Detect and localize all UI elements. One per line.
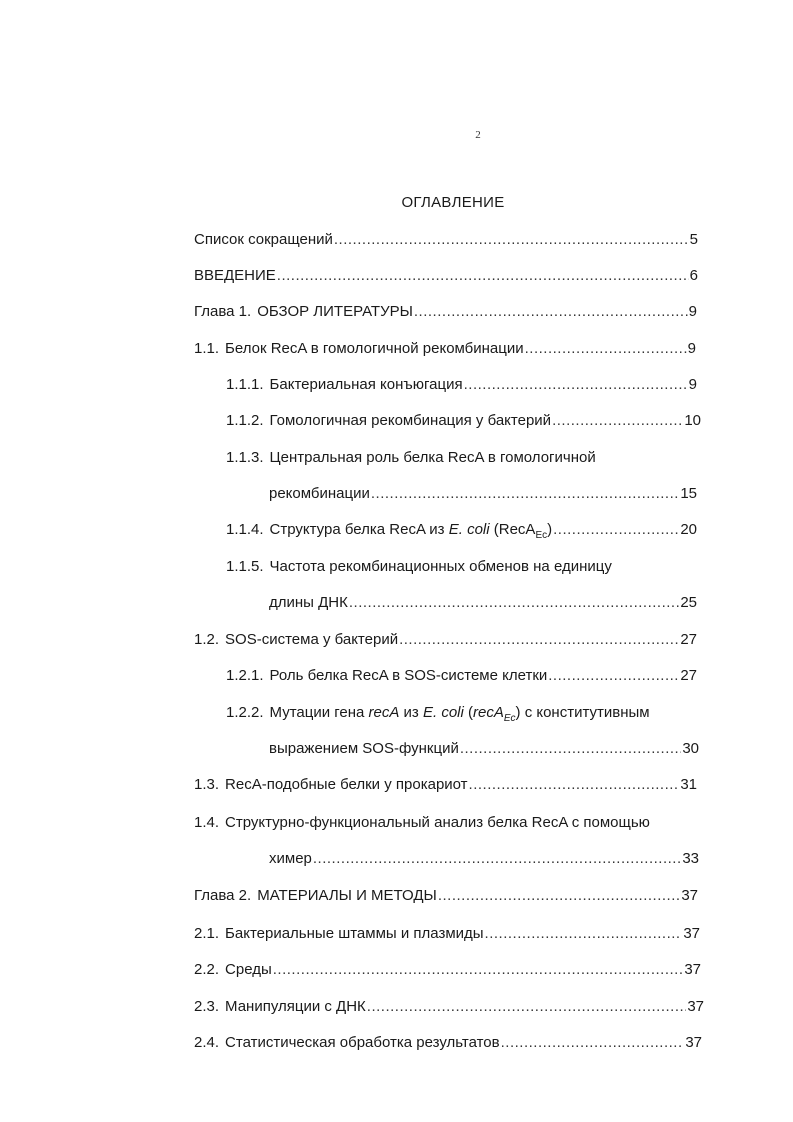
leader-dots <box>469 776 680 794</box>
toc-entry-page: 10 <box>684 412 701 429</box>
toc-entry-title: RecA-подобные белки у прокариот <box>225 776 468 793</box>
leader-dots <box>525 340 687 358</box>
toc-entry-page: 15 <box>680 485 697 502</box>
toc-entry-number: 2.3. <box>194 998 220 1015</box>
toc-entry-2-4[interactable] <box>194 1034 702 1052</box>
toc-entry-page: 37 <box>687 998 704 1015</box>
toc-entry-page: 27 <box>680 631 697 648</box>
toc-entry-title: Список сокращений <box>194 231 333 248</box>
toc-entry-number: 1.1.3. <box>226 449 264 466</box>
toc-entry-page: 5 <box>689 231 698 248</box>
toc-entry-page: 25 <box>680 594 697 611</box>
toc-entry-chapter-1[interactable] <box>194 303 697 321</box>
toc-entry-1-2-1[interactable] <box>226 667 697 685</box>
toc-entry-number: 2.4. <box>194 1034 220 1051</box>
toc-entry-title: ВВЕДЕНИЕ <box>194 267 276 284</box>
toc-entry-title: рекомбинации <box>269 485 370 502</box>
toc-entry-number: 1.1.1. <box>226 376 264 393</box>
toc-entry-number: 1.4. <box>194 814 220 831</box>
toc-entry-page: 33 <box>682 850 699 867</box>
toc-entry-1-3[interactable] <box>194 776 697 794</box>
toc-entry-title: Структурно-функциональный анализ белка RecA с помощью <box>225 814 650 831</box>
leader-dots <box>273 961 684 979</box>
toc-entry-page: 31 <box>680 776 697 793</box>
toc-entry-chapter-2[interactable] <box>194 887 698 905</box>
toc-entry-number: 2.2. <box>194 961 220 978</box>
toc-entry-title: выражением SOS-функций <box>269 740 459 757</box>
toc-entry-1-1-3-line1[interactable] <box>226 449 596 467</box>
toc-entry-title: Гомологичная рекомбинация у бактерий <box>269 412 552 429</box>
leader-dots <box>414 303 688 321</box>
toc-entry-title: Бактериальные штаммы и плазмиды <box>225 925 484 942</box>
toc-entry-title: Манипуляции с ДНК <box>225 998 366 1015</box>
toc-entry-page: 9 <box>688 303 697 320</box>
toc-entry-number: Глава 1. <box>194 303 252 320</box>
toc-entry-page: 37 <box>685 1034 702 1051</box>
toc-entry-2-2[interactable] <box>194 961 701 979</box>
toc-entry-number: 1.2.2. <box>226 704 264 721</box>
toc-entry-1-1-5-line2[interactable] <box>269 594 697 612</box>
leader-dots <box>464 376 688 394</box>
toc-entry-title: Частота рекомбинационных обменов на единицу <box>269 558 612 575</box>
leader-dots <box>460 740 681 758</box>
toc-entry-page: 37 <box>681 887 698 904</box>
toc-entry-1-1-1[interactable] <box>226 376 697 394</box>
leader-dots <box>501 1034 685 1052</box>
toc-entry-1-2[interactable] <box>194 631 697 649</box>
toc-entry-2-3[interactable] <box>194 998 704 1016</box>
toc-entry-1-2-2-line2[interactable] <box>269 740 699 758</box>
leader-dots <box>553 521 679 539</box>
leader-dots <box>277 267 689 285</box>
toc-heading: ОГЛАВЛЕНИЕ <box>401 194 505 211</box>
leader-dots <box>548 667 679 685</box>
toc-entry-2-1[interactable] <box>194 925 700 943</box>
toc-entry-title: Среды <box>225 961 272 978</box>
toc-entry-introduction[interactable] <box>194 267 698 285</box>
leader-dots <box>371 485 679 503</box>
toc-entry-number: 1.2.1. <box>226 667 264 684</box>
toc-entry-title: Структура белка RecA из E. coli (RecA$_{Ec}$) <box>269 521 553 541</box>
toc-entry-page: 27 <box>680 667 697 684</box>
toc-entry-number: 1.1.2. <box>226 412 264 429</box>
toc-entry-page: 20 <box>680 521 697 538</box>
toc-entry-number: 1.2. <box>194 631 220 648</box>
toc-entry-page: 9 <box>688 376 697 393</box>
toc-entry-1-1-3-line2[interactable] <box>269 485 697 503</box>
leader-dots <box>313 850 681 868</box>
leader-dots <box>334 231 689 249</box>
toc-entry-title: SOS-система у бактерий <box>225 631 399 648</box>
toc-entry-1-1-2[interactable] <box>226 412 701 430</box>
toc-entry-1-1-5-line1[interactable] <box>226 558 612 576</box>
leader-dots <box>367 998 687 1016</box>
toc-entry-title: Центральная роль белка RecA в гомологичной <box>269 449 596 466</box>
toc-entry-number: 1.1. <box>194 340 220 357</box>
toc-entry-title: ОБЗОР ЛИТЕРАТУРЫ <box>257 303 413 320</box>
toc-entry-title: Статистическая обработка результатов <box>225 1034 500 1051</box>
toc-entry-title: Мутации гена recA из E. coli (recA$_{Ec}$) с конститутивным <box>269 704 650 724</box>
toc-entry-number: 1.1.5. <box>226 558 264 575</box>
toc-entry-page: 37 <box>683 925 700 942</box>
toc-entry-title: МАТЕРИАЛЫ И МЕТОДЫ <box>257 887 437 904</box>
toc-entry-1-1[interactable] <box>194 340 696 358</box>
toc-entry-number: 2.1. <box>194 925 220 942</box>
leader-dots <box>349 594 679 612</box>
toc-entry-title: химер <box>269 850 312 867</box>
leader-dots <box>552 412 683 430</box>
toc-entry-page: 9 <box>687 340 696 357</box>
toc-entry-1-2-2-line1[interactable] <box>226 704 650 728</box>
toc-entry-number: Глава 2. <box>194 887 252 904</box>
toc-entry-title: Белок RecA в гомологичной рекомбинации <box>225 340 524 357</box>
toc-entry-page: 30 <box>682 740 699 757</box>
toc-entry-title: Бактериальная конъюгация <box>269 376 463 393</box>
toc-entry-1-4-line1[interactable] <box>194 814 650 832</box>
toc-entry-title: длины ДНК <box>269 594 348 611</box>
toc-entry-abbreviations[interactable] <box>194 231 698 249</box>
leader-dots <box>399 631 679 649</box>
toc-entry-1-4-line2[interactable] <box>269 850 699 868</box>
leader-dots <box>485 925 683 943</box>
toc-entry-1-1-4[interactable] <box>226 521 697 545</box>
toc-entry-number: 1.1.4. <box>226 521 264 538</box>
toc-entry-number: 1.3. <box>194 776 220 793</box>
toc-entry-page: 6 <box>689 267 698 284</box>
page-number: 2 <box>475 129 481 141</box>
leader-dots <box>438 887 680 905</box>
toc-entry-page: 37 <box>684 961 701 978</box>
toc-entry-title: Роль белка RecA в SOS-системе клетки <box>269 667 548 684</box>
